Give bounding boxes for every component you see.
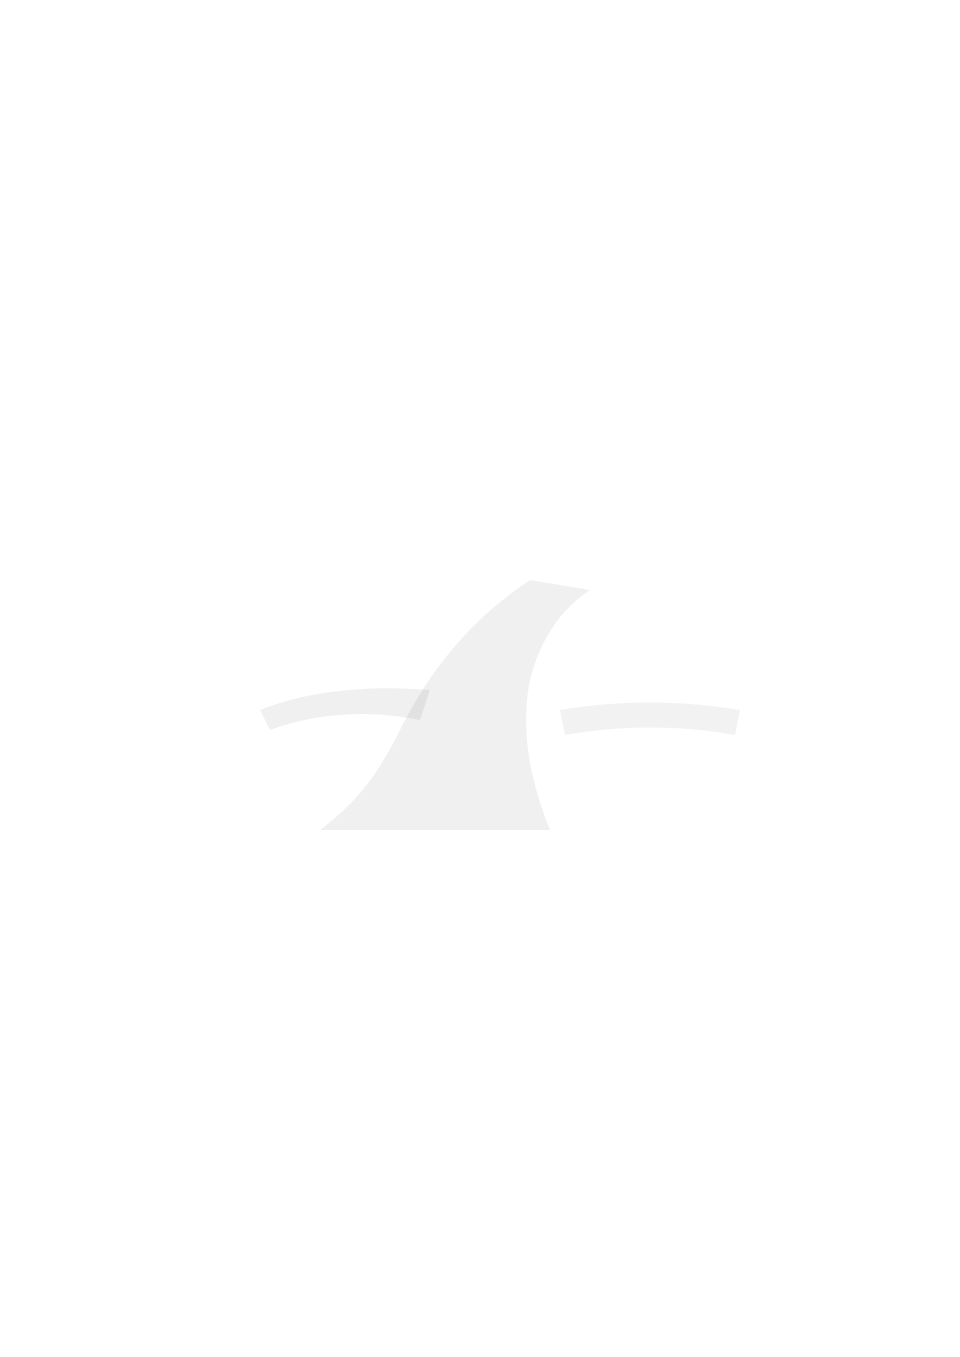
docin-logo-watermark: [230, 560, 750, 860]
document-body: [146, 112, 818, 169]
spacer: [146, 112, 818, 140]
question-stem: [146, 140, 818, 169]
